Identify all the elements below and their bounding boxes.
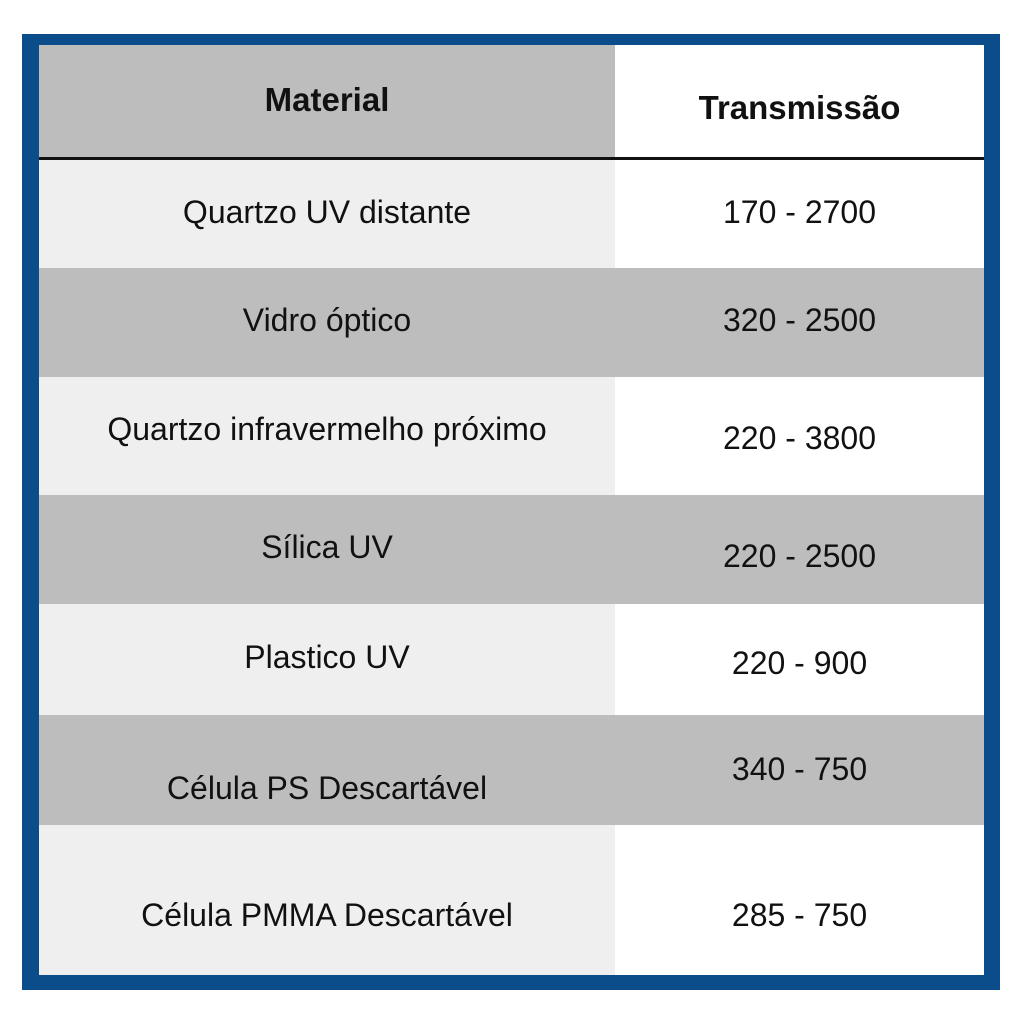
transmission-cell-text: 220 - 2500	[722, 538, 876, 574]
material-transmission-table	[39, 45, 984, 975]
transmission-cell	[615, 160, 984, 268]
header-transmission-text: Transmissão	[698, 89, 901, 126]
material-cell	[39, 377, 615, 495]
material-cell-text: Sílica UV	[261, 529, 393, 565]
header-transmission	[615, 45, 984, 157]
material-cell-text: Vidro óptico	[242, 302, 412, 338]
transmission-cell	[615, 715, 984, 825]
material-cell	[39, 825, 615, 975]
transmission-cell	[615, 825, 984, 975]
material-cell-text: Plastico UV	[244, 639, 410, 675]
header-material	[39, 45, 615, 157]
material-cell-text: Quartzo infravermelho próximo	[107, 411, 547, 447]
material-cell	[39, 604, 615, 715]
material-cell	[39, 495, 615, 604]
transmission-cell	[615, 495, 984, 604]
transmission-cell-text: 170 - 2700	[722, 194, 876, 230]
transmission-cell-text: 220 - 3800	[722, 420, 876, 456]
material-cell-text: Célula PMMA Descartável	[141, 897, 513, 933]
material-cell	[39, 268, 615, 377]
transmission-cell-text: 220 - 900	[731, 645, 868, 681]
header-material-text: Material	[264, 81, 390, 118]
transmission-cell	[615, 377, 984, 495]
material-cell	[39, 160, 615, 268]
header-divider	[39, 157, 984, 160]
material-cell-text: Quartzo UV distante	[182, 194, 472, 230]
material-cell	[39, 715, 615, 825]
transmission-cell	[615, 604, 984, 715]
transmission-cell-text: 320 - 2500	[722, 302, 876, 338]
material-cell-text: Célula PS Descartável	[166, 770, 488, 806]
transmission-cell-text: 285 - 750	[731, 897, 868, 933]
transmission-cell	[615, 268, 984, 377]
transmission-cell-text: 340 - 750	[731, 751, 868, 787]
